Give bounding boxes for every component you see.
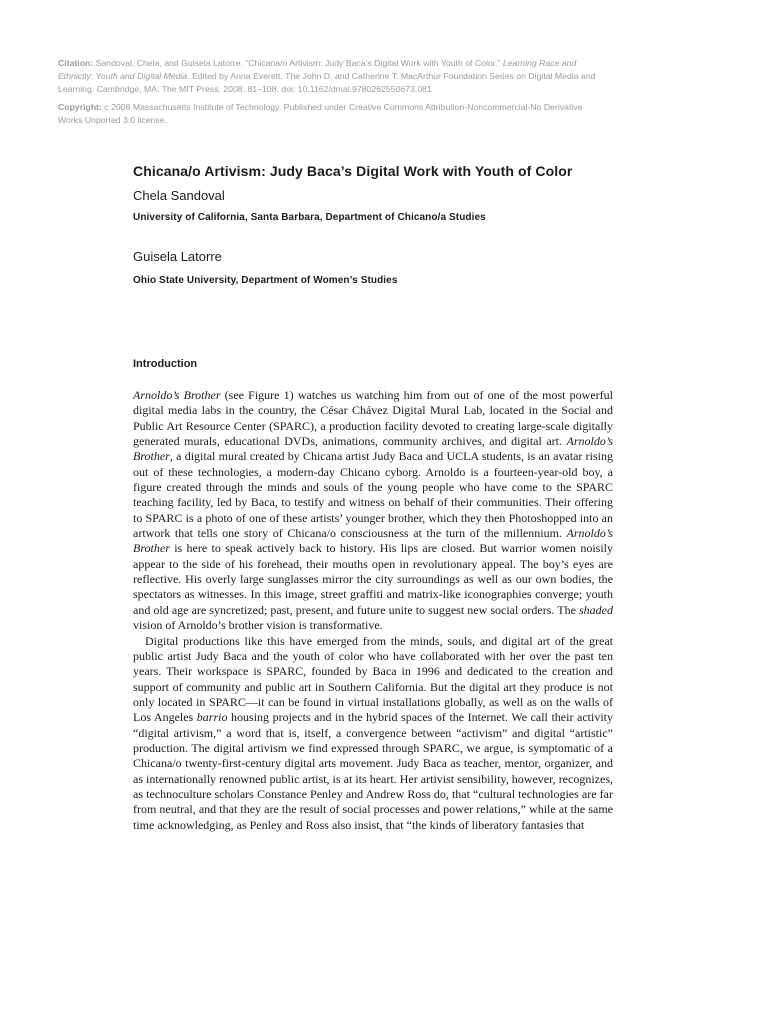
citation-label: Citation:: [58, 58, 94, 68]
body-paragraph: [133, 388, 613, 634]
citation-note: [58, 57, 602, 96]
section-heading: Introduction: [133, 358, 198, 370]
paragraph-text: (see Figure 1) watches us watching him from out of one of the most powerful digital media labs in the country, the César Chávez Digital Mural Lab, located in the Social and Public Art Resource Center (SPARC), a production facility devoted to creating large-scale digitally generated murals, educational DVDs, animations, community archives, and digital art.: [133, 388, 613, 449]
paper-title: Chicana/o Artivism: Judy Baca’s Digital Work with Youth of Color: [133, 163, 573, 179]
paragraph-text: Digital productions like this have emerged from the minds, souls, and digital art of the great public artist Judy Baca and the youth of color who have collaborated with her over the past ten years. Their workspace is SPARC, founded by Baca in 1996 and dedicated to the creation and support of community and public art in Southern California. But the digital art they produce is not only located in SPARC—it can be found in virtual installations globally, as well as on the walls of Los Angeles: [133, 633, 613, 725]
author-name: Chela Sandoval: [133, 188, 225, 203]
copyright-note: [58, 101, 602, 127]
citation-details: . Edited by Anna Everett. The John D. and Catherine T. MacArthur Foundation Series on Digital Media and Learning. Cambridge, MA: The MIT Press, 2008. 81–108. doi: 10.1162/dmal.9780262550673.081: [58, 71, 596, 94]
paragraph-text: housing projects and in the hybrid spaces of the Internet. We call their activity “digital artivism,” a word that is, itself, a convergence between “activism” and digital “artistic” production. The digital artivism we find expressed through SPARC, we argue, is symptomatic of a Chicana/o twenty-first-century digital arts movement. Judy Baca as teacher, mentor, organizer, and as internationally renowned public artist, is at its heart. Her artivist sensibility, however, recognizes, as technoculture scholars Constance Penley and Andrew Ross do, that “cultural technologies are far from neutral, and that they are the result of social processes and power relations,” while at the same time acknowledging, as Penley and Ross also insist, that “the kinds of liberatory fantasies that: [133, 710, 613, 832]
citation-text: Sandoval, Chela, and Guisela Latorre. “Chicana/o Artivism: Judy Baca’s Digital Work with Youth of Color.”: [93, 58, 503, 68]
author-name: Guisela Latorre: [133, 249, 222, 264]
body-text: [133, 388, 613, 833]
artwork-title: Arnoldo’s Brother: [133, 526, 613, 556]
artwork-title: Arnoldo’s Brother: [133, 388, 221, 402]
body-paragraph: [133, 634, 613, 833]
paragraph-text: , a digital mural created by Chicana artist Judy Baca and UCLA students, is an avatar rising out of these technologies, a modern-day Chicano cyborg. Arnoldo is a fourteen-year-old boy, a figure created through the minds and souls of the young people who have come to the SPARC teaching facility, led by Baca, to testify and witness on behalf of their communities. Their offering to SPARC is a photo of one of these artists’ younger brother, which they then Photoshopped into an artwork that tells one story of Chicana/o consciousness at the turn of the millennium.: [133, 449, 613, 541]
author-affiliation: University of California, Santa Barbara, Department of Chicano/a Studies: [133, 212, 486, 223]
citation-book-title: Learning Race and Ethnicity: Youth and Digital Media: [58, 58, 577, 81]
artwork-title: Arnoldo’s Brother: [133, 434, 613, 464]
emphasis-text: barrio: [196, 710, 228, 725]
copyright-text: c 2008 Massachusetts Institute of Technology. Published under Creative Commons Attribution-Noncommercial-No Derivative Works Unported 3.0 license.: [58, 102, 583, 125]
copyright-label: Copyright:: [58, 102, 102, 112]
paragraph-text: is here to speak actively back to history. His lips are closed. But warrior women noisily appear to the side of his forehead, their mouths open in revolutionary appeal. The boy’s eyes are reflective. His overly large sunglasses mirror the city surroundings as well as our own bodies, the spectators as witnesses. In this image, street graffiti and matrix-like iconographies converge; youth and old age are syncretized; past, present, and future unite to suggest new social orders. The: [133, 541, 613, 617]
paragraph-text: vision of Arnoldo’s brother vision is transformative.: [133, 618, 383, 633]
author-affiliation: Ohio State University, Department of Women’s Studies: [133, 275, 398, 286]
emphasis-text: shaded: [579, 602, 613, 617]
